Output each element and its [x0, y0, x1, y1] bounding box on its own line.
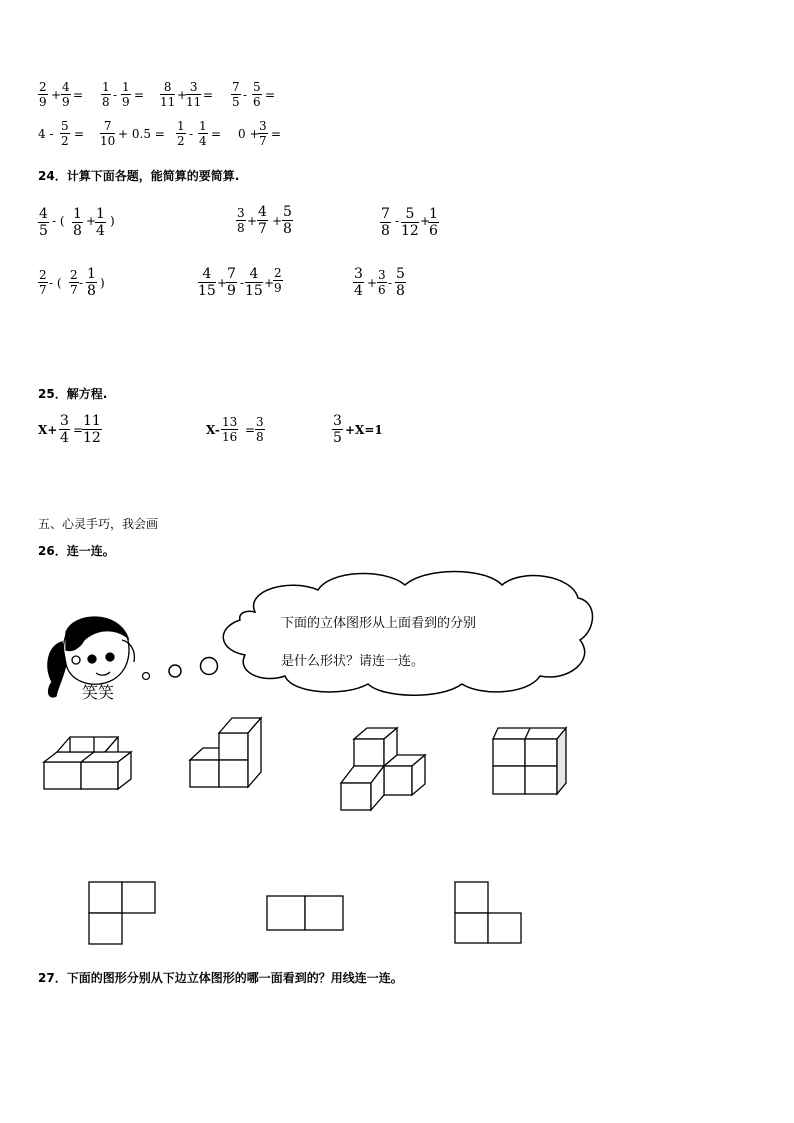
operator: - (: [52, 214, 65, 228]
equals: =: [245, 423, 256, 437]
thought-dot-large: [201, 658, 218, 675]
operator: +: [177, 88, 188, 102]
question-24-title: 24．计算下面各题，能简算的要简算.: [38, 169, 240, 183]
fraction: 4 9: [62, 80, 70, 109]
operator: -: [240, 276, 245, 290]
operator: +: [272, 214, 283, 228]
fraction: 5 6: [253, 80, 261, 109]
fraction: 7 5: [232, 80, 240, 109]
paren: ): [110, 214, 115, 228]
question-25-title: 25．解方程.: [38, 387, 108, 401]
equals: =: [203, 88, 214, 102]
fraction: 1 9: [122, 80, 130, 109]
paren: ): [100, 276, 105, 290]
fraction: 8 11: [160, 80, 176, 109]
equals: =: [271, 127, 282, 141]
fraction: 5 2: [61, 119, 69, 148]
fraction: 1 4: [199, 119, 207, 148]
expression-lead: 0 +: [238, 127, 260, 141]
expression-lead: X-: [206, 423, 220, 437]
equals: =: [265, 88, 276, 102]
fraction: 3 6: [378, 268, 386, 297]
fraction: 1 8: [102, 80, 110, 109]
expression-tail: +X=1: [345, 423, 383, 437]
operator: -: [113, 88, 118, 102]
fraction: 7 8: [381, 206, 390, 239]
fraction: 4 15: [245, 266, 263, 299]
top-view-shape-2: [267, 896, 343, 930]
equals: =: [134, 88, 145, 102]
fraction: 4 15: [198, 266, 216, 299]
fraction: 1 8: [87, 266, 96, 299]
operator: +: [86, 214, 97, 228]
thought-dot-small: [143, 673, 150, 680]
fraction: 1 6: [429, 206, 438, 239]
operator: -: [395, 214, 400, 228]
question-26-title: 26．连一连。: [38, 544, 115, 558]
fraction: 1 8: [73, 206, 82, 239]
girl-name: 笑笑: [82, 683, 115, 702]
operator: +: [247, 214, 258, 228]
fraction: 2 9: [274, 266, 282, 295]
operator: +: [420, 214, 431, 228]
expression-lead: X+: [38, 423, 58, 437]
operator: -: [243, 88, 248, 102]
question-27-title: 27．下面的图形分别从下边立体图形的哪一面看到的？用线连一连。: [38, 971, 403, 985]
fraction: 3 8: [237, 206, 245, 235]
fraction: 7 9: [227, 266, 236, 299]
top-view-shape-3: [455, 882, 521, 943]
fraction: 3 4: [354, 266, 363, 299]
fraction: 5 12: [401, 206, 419, 239]
top-view-shape-1: [89, 882, 155, 944]
bubble-text-line-1: 下面的立体图形从上面看到的分别: [281, 616, 477, 631]
fraction: 3 4: [60, 413, 69, 446]
equals: =: [211, 127, 222, 141]
operator: -: [189, 127, 194, 141]
section-5-title: 五、心灵手巧，我会画: [38, 517, 159, 531]
operator: +: [264, 276, 275, 290]
fraction: 3 5: [333, 413, 342, 446]
operator: +: [51, 88, 62, 102]
operator: -: [79, 276, 84, 290]
fraction: 2 9: [39, 80, 47, 109]
solid-figure-2: [190, 718, 261, 787]
fraction: 7 10: [100, 119, 116, 148]
fraction: 3 11: [186, 80, 202, 109]
expression-lead: 4 -: [38, 127, 54, 141]
fraction: 4 7: [258, 204, 267, 237]
solid-figure-1: [44, 737, 131, 789]
operator: +: [367, 276, 378, 290]
fraction: 11 12: [83, 413, 101, 446]
fraction: 13 16: [222, 415, 238, 444]
expression-tail: + 0.5 =: [118, 127, 165, 141]
operator: +: [217, 276, 228, 290]
operator: - (: [49, 276, 62, 290]
operator: -: [388, 276, 393, 290]
thought-dot-medium: [169, 665, 181, 677]
equals: =: [73, 88, 84, 102]
equals: =: [74, 127, 85, 141]
fraction: 5 8: [283, 204, 292, 237]
fraction: 2 7: [39, 268, 47, 297]
cloud-bubble: [223, 572, 592, 696]
fraction: 5 8: [396, 266, 405, 299]
solid-figure-3: [341, 728, 425, 810]
fraction: 2 7: [70, 268, 78, 297]
fraction: 1 4: [96, 206, 105, 239]
fraction: 1 2: [177, 119, 185, 148]
fraction: 4 5: [39, 206, 48, 239]
bubble-text-line-2: 是什么形状？请连一连。: [281, 654, 425, 669]
fraction: 3 7: [259, 119, 267, 148]
equals: =: [73, 423, 84, 437]
fraction: 3 8: [256, 415, 264, 444]
solid-figure-4: [493, 728, 566, 794]
